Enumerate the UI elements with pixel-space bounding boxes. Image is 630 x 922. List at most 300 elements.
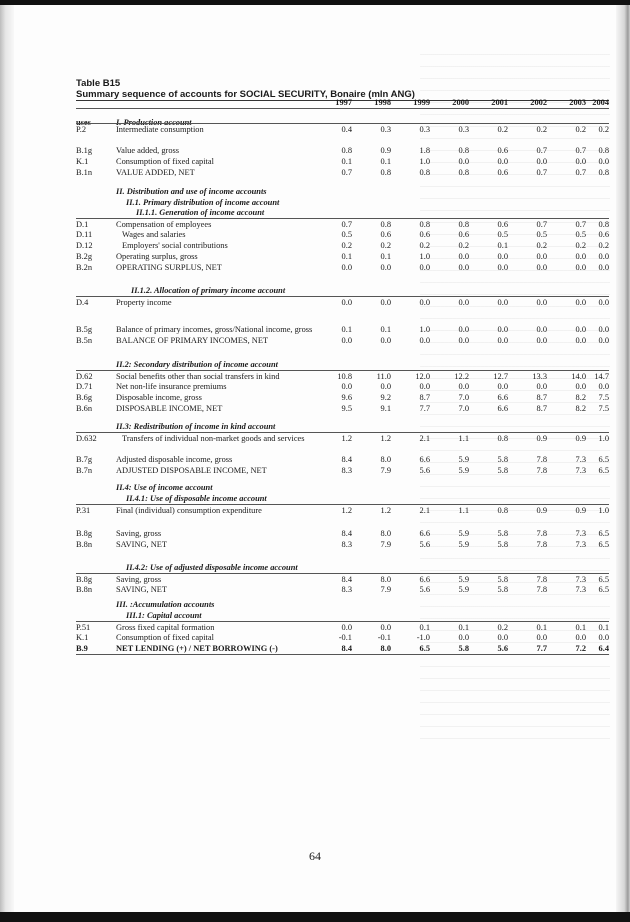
table-row	[76, 229, 609, 240]
row-value: 6.5	[598, 585, 609, 594]
row-value: 5.6	[419, 540, 430, 549]
table-row	[76, 335, 609, 346]
row-value: 6.5	[598, 466, 609, 475]
section-heading: II.4.2: Use of adjusted disposable income account	[126, 563, 298, 572]
row-value: 0.8	[497, 434, 508, 443]
row-value: 7.0	[458, 404, 469, 413]
row-value: 0.7	[341, 168, 352, 177]
row-value: 5.6	[497, 644, 508, 653]
row-value: 0.0	[497, 298, 508, 307]
row-value: 0.5	[575, 230, 586, 239]
row-value: 0.0	[575, 298, 586, 307]
row-value: 5.9	[458, 575, 469, 584]
row-code: B.1n	[76, 168, 93, 177]
row-value: 6.4	[598, 644, 609, 653]
row-code: D.4	[76, 298, 89, 307]
row-value: 0.2	[497, 125, 508, 134]
row-value: 0.0	[380, 623, 391, 632]
row-value: 2.1	[419, 434, 430, 443]
table-title: Summary sequence of accounts for SOCIAL SECURITY, Bonaire (mln ANG)	[76, 89, 609, 101]
row-value: 0.0	[536, 157, 547, 166]
row-value: 0.0	[458, 263, 469, 272]
row-value: 0.1	[598, 623, 609, 632]
table-row	[76, 432, 609, 444]
row-value: 8.0	[380, 644, 391, 653]
row-value: 0.0	[497, 157, 508, 166]
year-header: 2001	[491, 98, 508, 107]
row-value: 0.0	[536, 298, 547, 307]
row-label: BALANCE OF PRIMARY INCOMES, NET	[116, 336, 269, 345]
row-value: 0.3	[380, 125, 391, 134]
row-value: 0.0	[598, 263, 609, 272]
row-label: VALUE ADDED, NET	[116, 168, 195, 177]
row-value: 0.2	[598, 241, 609, 250]
row-value: 5.6	[419, 585, 430, 594]
row-value: 0.8	[341, 146, 352, 155]
row-value: 0.1	[341, 252, 352, 261]
row-value: 0.8	[598, 220, 609, 229]
row-value: 0.0	[536, 633, 547, 642]
row-code: B.8n	[76, 585, 93, 594]
table-row	[76, 123, 609, 135]
row-value: 6.6	[419, 575, 430, 584]
row-code: D.62	[76, 372, 93, 381]
row-value: 0.0	[380, 298, 391, 307]
row-value: 0.1	[497, 241, 508, 250]
row-value: 0.1	[458, 623, 469, 632]
row-value: 9.5	[341, 404, 352, 413]
row-value: 0.9	[536, 506, 547, 515]
year-header-row	[76, 97, 609, 109]
row-value: 0.2	[598, 125, 609, 134]
row-value: 0.0	[458, 252, 469, 261]
row-value: 0.7	[575, 146, 586, 155]
row-value: 0.0	[497, 263, 508, 272]
row-value: 7.3	[575, 455, 586, 464]
row-value: 0.9	[575, 506, 586, 515]
section-heading: II.1. Primary distribution of income account	[126, 198, 280, 207]
section-heading: II. Distribution and use of income accounts	[116, 187, 267, 196]
row-value: 1.2	[341, 434, 352, 443]
row-value: 0.0	[341, 263, 352, 272]
row-label: Consumption of fixed capital	[116, 157, 214, 166]
row-label: Compensation of employees	[116, 220, 212, 229]
row-value: 0.0	[341, 382, 352, 391]
row-value: 0.6	[380, 230, 391, 239]
row-value: 0.0	[458, 336, 469, 345]
row-value: 7.8	[536, 575, 547, 584]
row-value: 7.0	[458, 393, 469, 402]
row-value: 0.1	[575, 623, 586, 632]
row-value: 0.0	[598, 252, 609, 261]
row-value: 0.3	[419, 125, 430, 134]
row-value: 12.0	[415, 372, 430, 381]
row-value: 0.8	[497, 506, 508, 515]
row-value: 0.0	[458, 382, 469, 391]
table-row	[76, 643, 609, 655]
row-value: 0.0	[380, 263, 391, 272]
row-label: Balance of primary incomes, gross/National income, gross	[116, 325, 313, 334]
row-value: 0.2	[575, 125, 586, 134]
row-value: 10.8	[337, 372, 352, 381]
row-value: 0.0	[575, 633, 586, 642]
row-value: 9.6	[341, 393, 352, 402]
row-value: 1.0	[598, 434, 609, 443]
row-value: 5.8	[458, 644, 469, 653]
row-code: B.2n	[76, 263, 93, 272]
row-code: B.8g	[76, 575, 93, 584]
page-edge-right	[616, 5, 630, 912]
row-code: B.5g	[76, 325, 93, 334]
table-row	[76, 539, 609, 550]
row-label: Intermediate consumption	[116, 125, 204, 134]
row-value: 0.9	[536, 434, 547, 443]
row-value: 7.3	[575, 466, 586, 475]
row-label: Consumption of fixed capital	[116, 633, 214, 642]
table-row	[76, 262, 609, 273]
year-header: 1997	[335, 98, 352, 107]
row-label: ADJUSTED DISPOSABLE INCOME, NET	[116, 466, 267, 475]
row-value: 0.5	[497, 230, 508, 239]
row-value: 0.2	[458, 241, 469, 250]
row-value: 8.3	[341, 466, 352, 475]
row-value: 8.0	[380, 575, 391, 584]
row-value: 1.8	[419, 146, 430, 155]
row-value: 0.6	[419, 230, 430, 239]
row-label: Employers' social contributions	[122, 241, 228, 250]
row-value: 7.5	[598, 393, 609, 402]
row-value: 12.2	[454, 372, 469, 381]
row-value: 0.6	[497, 220, 508, 229]
row-label: Value added, gross	[116, 146, 180, 155]
row-value: 6.6	[419, 455, 430, 464]
row-value: 1.1	[458, 506, 469, 515]
row-value: 6.5	[598, 529, 609, 538]
row-code: B.9	[76, 644, 88, 653]
row-value: 0.4	[341, 125, 352, 134]
row-value: 0.8	[598, 146, 609, 155]
row-value: 8.4	[341, 575, 352, 584]
row-value: 1.2	[380, 506, 391, 515]
row-value: 0.0	[497, 382, 508, 391]
row-value: 1.0	[598, 506, 609, 515]
row-value: 0.2	[497, 623, 508, 632]
table-row	[76, 381, 609, 392]
row-value: 9.2	[380, 393, 391, 402]
row-value: 0.8	[380, 220, 391, 229]
row-value: 0.0	[380, 336, 391, 345]
row-code: D.11	[76, 230, 93, 239]
row-value: 0.2	[380, 241, 391, 250]
row-value: 8.4	[341, 455, 352, 464]
row-code: P.51	[76, 623, 91, 632]
row-value: 8.0	[380, 455, 391, 464]
row-value: 0.0	[536, 325, 547, 334]
row-value: 0.1	[341, 325, 352, 334]
row-value: 8.3	[341, 540, 352, 549]
row-code: P.2	[76, 125, 87, 134]
row-value: 8.0	[380, 529, 391, 538]
row-value: 11.0	[376, 372, 391, 381]
row-value: 0.0	[458, 298, 469, 307]
table-row	[76, 156, 609, 167]
row-value: 6.5	[419, 644, 430, 653]
row-value: 0.1	[341, 157, 352, 166]
row-value: 6.6	[419, 529, 430, 538]
row-value: 0.0	[419, 263, 430, 272]
row-value: 0.7	[536, 168, 547, 177]
row-code: B.5n	[76, 336, 93, 345]
row-value: -1.0	[416, 633, 430, 642]
row-value: 0.6	[497, 168, 508, 177]
row-value: 1.0	[419, 157, 430, 166]
row-value: 0.5	[341, 230, 352, 239]
row-value: 0.0	[575, 336, 586, 345]
row-value: 1.1	[458, 434, 469, 443]
row-code: B.2g	[76, 252, 93, 261]
row-value: 5.8	[497, 529, 508, 538]
row-value: 0.0	[575, 252, 586, 261]
row-value: 0.8	[419, 168, 430, 177]
row-code: B.1g	[76, 146, 93, 155]
row-value: 0.7	[575, 168, 586, 177]
uses-label: uses	[76, 118, 91, 127]
row-code: B.7n	[76, 466, 93, 475]
row-value: 0.1	[380, 252, 391, 261]
year-header: 2000	[452, 98, 469, 107]
row-code: K.1	[76, 633, 89, 642]
row-value: 7.2	[575, 644, 586, 653]
row-value: 0.8	[419, 220, 430, 229]
row-value: 1.0	[419, 252, 430, 261]
row-value: 0.1	[419, 623, 430, 632]
row-value: 7.3	[575, 585, 586, 594]
row-value: -0.1	[338, 633, 352, 642]
row-value: 0.0	[497, 633, 508, 642]
row-label: DISPOSABLE INCOME, NET	[116, 404, 223, 413]
row-value: 8.2	[575, 393, 586, 402]
row-value: 0.6	[497, 146, 508, 155]
row-label: Gross fixed capital formation	[116, 623, 215, 632]
row-code: B.8n	[76, 540, 93, 549]
row-value: 8.7	[536, 393, 547, 402]
row-value: 0.9	[575, 434, 586, 443]
row-code: B.6n	[76, 404, 93, 413]
row-value: 9.1	[380, 404, 391, 413]
year-header: 2003	[569, 98, 586, 107]
row-value: 7.8	[536, 466, 547, 475]
row-value: 0.0	[598, 336, 609, 345]
section-heading: III.1: Capital account	[126, 611, 202, 620]
row-value: 0.8	[458, 168, 469, 177]
page-number: 64	[309, 849, 321, 863]
row-label: Transfers of individual non-market goods and services	[122, 434, 305, 443]
row-value: 8.3	[341, 585, 352, 594]
row-value: 8.4	[341, 644, 352, 653]
row-value: 0.7	[536, 146, 547, 155]
row-value: 5.9	[458, 540, 469, 549]
row-value: 7.9	[380, 466, 391, 475]
section-heading: II.4.1: Use of disposable income account	[126, 494, 267, 503]
table-row	[76, 632, 609, 643]
section-heading: III. :Accumulation accounts	[116, 600, 215, 609]
row-value: 14.0	[571, 372, 586, 381]
row-label: Saving, gross	[116, 529, 162, 538]
row-value: 0.8	[458, 146, 469, 155]
row-value: 12.7	[493, 372, 508, 381]
row-value: 0.0	[598, 382, 609, 391]
table-row	[76, 145, 609, 156]
row-value: 6.6	[497, 404, 508, 413]
row-label: Property income	[116, 298, 172, 307]
row-value: 0.2	[575, 241, 586, 250]
row-value: 0.8	[458, 220, 469, 229]
row-value: 0.2	[419, 241, 430, 250]
row-value: 0.0	[341, 298, 352, 307]
row-value: 8.7	[419, 393, 430, 402]
row-label: Social benefits other than social transfers in kind	[116, 372, 280, 381]
row-value: 7.9	[380, 540, 391, 549]
row-value: 5.8	[497, 585, 508, 594]
row-label: Saving, gross	[116, 575, 162, 584]
row-value: 7.9	[380, 585, 391, 594]
row-value: 7.7	[536, 644, 547, 653]
row-value: 7.7	[419, 404, 430, 413]
row-value: 0.7	[341, 220, 352, 229]
table-row	[76, 504, 609, 516]
row-value: 13.3	[532, 372, 547, 381]
row-value: 0.0	[458, 325, 469, 334]
row-code: K.1	[76, 157, 89, 166]
row-value: 0.0	[575, 157, 586, 166]
row-code: B.6g	[76, 393, 93, 402]
row-code: D.1	[76, 220, 89, 229]
row-value: 14.7	[594, 372, 609, 381]
row-value: 0.8	[380, 168, 391, 177]
row-value: 0.6	[458, 230, 469, 239]
row-value: 7.5	[598, 404, 609, 413]
row-value: 5.8	[497, 466, 508, 475]
table-row	[76, 251, 609, 262]
row-value: 0.0	[536, 252, 547, 261]
row-label: Disposable income, gross	[116, 393, 202, 402]
row-value: 0.0	[497, 252, 508, 261]
row-code: B.7g	[76, 455, 93, 464]
row-value: 0.9	[380, 146, 391, 155]
row-value: 0.0	[341, 623, 352, 632]
section-heading: II.2: Secondary distribution of income account	[116, 360, 278, 369]
section-heading: II.3: Redistribution of income in kind account	[116, 422, 276, 431]
row-value: 5.9	[458, 585, 469, 594]
table-row	[76, 240, 609, 251]
row-label: OPERATING SURPLUS, NET	[116, 263, 222, 272]
section-heading: II.1.1. Generation of income account	[136, 208, 265, 217]
row-value: 7.3	[575, 529, 586, 538]
row-label: Adjusted disposable income, gross	[116, 455, 233, 464]
table-row	[76, 528, 609, 539]
row-value: 0.0	[419, 336, 430, 345]
year-header: 2002	[530, 98, 547, 107]
year-header: 1998	[374, 98, 391, 107]
row-value: 0.0	[536, 336, 547, 345]
row-code: P.31	[76, 506, 91, 515]
table-row	[76, 167, 609, 178]
row-value: 5.9	[458, 529, 469, 538]
row-value: 0.0	[458, 157, 469, 166]
row-value: 0.0	[598, 298, 609, 307]
row-value: 0.0	[575, 382, 586, 391]
row-value: 0.2	[536, 125, 547, 134]
row-value: 5.8	[497, 455, 508, 464]
row-value: 5.9	[458, 455, 469, 464]
row-value: 2.1	[419, 506, 430, 515]
table-row	[76, 324, 609, 335]
row-value: 0.1	[536, 623, 547, 632]
row-value: 1.2	[380, 434, 391, 443]
row-code: D.632	[76, 434, 97, 443]
row-label: Net non-life insurance premiums	[116, 382, 227, 391]
row-value: 7.8	[536, 585, 547, 594]
row-value: 0.0	[575, 263, 586, 272]
row-value: 5.8	[497, 575, 508, 584]
row-label: Final (individual) consumption expenditure	[116, 506, 262, 515]
page-edge-left	[0, 5, 14, 912]
row-code: D.12	[76, 241, 93, 250]
row-value: 0.3	[458, 125, 469, 134]
row-value: 6.5	[598, 540, 609, 549]
row-value: 0.1	[380, 157, 391, 166]
section-heading: II.1.2. Allocation of primary income account	[131, 286, 286, 295]
row-label: SAVING, NET	[116, 585, 168, 594]
row-value: 7.8	[536, 540, 547, 549]
row-value: 0.0	[380, 382, 391, 391]
row-label: Wages and salaries	[122, 230, 186, 239]
row-value: 8.4	[341, 529, 352, 538]
row-label: SAVING, NET	[116, 540, 168, 549]
table-row	[76, 465, 609, 476]
row-value: 5.6	[419, 466, 430, 475]
row-label: NET LENDING (+) / NET BORROWING (-)	[116, 644, 278, 653]
row-value: 0.5	[536, 230, 547, 239]
section-heading: I. Production account	[116, 118, 192, 127]
table-row	[76, 454, 609, 465]
row-value: 5.9	[458, 466, 469, 475]
row-value: -0.1	[377, 633, 391, 642]
document-page	[0, 5, 630, 912]
row-value: 0.8	[598, 168, 609, 177]
year-header: 1999	[413, 98, 430, 107]
row-value: 0.1	[380, 325, 391, 334]
table-row	[76, 403, 609, 414]
row-value: 7.8	[536, 455, 547, 464]
row-code: B.8g	[76, 529, 93, 538]
row-value: 0.0	[598, 157, 609, 166]
year-header: 2004	[592, 98, 609, 107]
row-value: 0.0	[497, 325, 508, 334]
row-value: 0.0	[536, 382, 547, 391]
row-value: 0.2	[536, 241, 547, 250]
row-value: 8.2	[575, 404, 586, 413]
row-value: 0.0	[536, 263, 547, 272]
row-value: 6.5	[598, 455, 609, 464]
row-value: 1.2	[341, 506, 352, 515]
row-label: Operating surplus, gross	[116, 252, 198, 261]
row-value: 0.0	[458, 633, 469, 642]
row-value: 7.3	[575, 540, 586, 549]
row-value: 0.0	[497, 336, 508, 345]
row-value: 7.3	[575, 575, 586, 584]
row-value: 0.0	[341, 336, 352, 345]
